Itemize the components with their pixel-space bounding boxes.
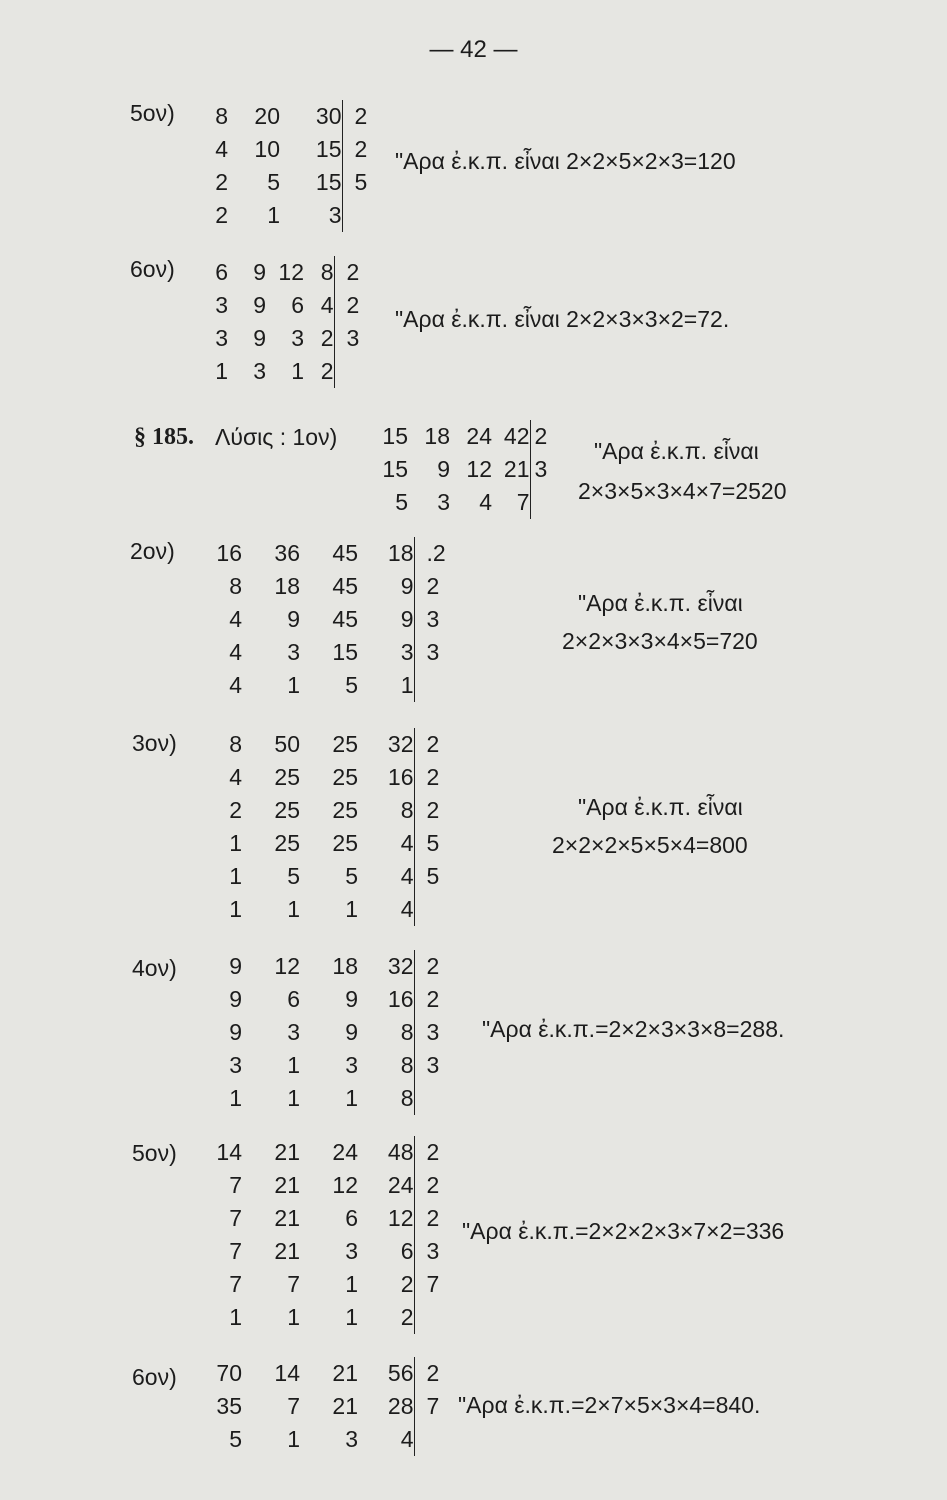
table-row [208, 1235, 456, 1268]
table-cell: 6 [215, 259, 228, 285]
divisor-cell: 7 [414, 1390, 444, 1423]
exercise-label: 4ον) [132, 955, 177, 981]
table-cell: 9 [229, 986, 242, 1012]
table-cell: 3 [437, 489, 450, 515]
table-cell: 5 [267, 169, 280, 195]
table-row [208, 1423, 444, 1456]
table-cell: 21 [332, 1393, 358, 1419]
solution-label: Λύσις : 1ον) [215, 424, 338, 450]
table-cell: 3 [253, 358, 266, 384]
table-cell: 4 [400, 896, 414, 922]
divisor-cell: 2 [334, 289, 374, 322]
divisor-cell: 5 [414, 827, 456, 860]
divisor-cell: 2 [530, 420, 560, 453]
table-row [208, 1169, 456, 1202]
table-cell: 12 [466, 456, 492, 482]
table-cell: 10 [254, 136, 280, 162]
table-cell: 1 [287, 672, 300, 698]
division-table [208, 950, 456, 1115]
table-cell: 28 [387, 1393, 414, 1419]
table-cell: 1 [345, 1304, 358, 1330]
table-cell: 2 [215, 202, 228, 228]
table-cell: 8 [215, 103, 228, 129]
exercise-label: 5ον) [130, 100, 175, 126]
table-cell: 12 [278, 259, 304, 285]
table-cell: 9 [345, 1019, 358, 1045]
table-cell: 8 [400, 797, 414, 823]
table-cell: 2 [215, 169, 228, 195]
table-cell: 8 [229, 573, 242, 599]
table-row [370, 486, 560, 519]
divisor-cell: 3 [414, 1235, 456, 1268]
lcm-result: "Αρα ἐ.κ.π. εἶναι 2×2×5×2×3=120 [395, 148, 736, 174]
table-cell: 1 [229, 830, 242, 856]
exercise-label: 6ον) [132, 1364, 177, 1390]
table-cell: 15 [315, 169, 342, 195]
table-cell: 1 [267, 202, 280, 228]
table-cell: 6 [291, 292, 304, 318]
divisor-cell [414, 893, 456, 926]
table-cell: 16 [387, 986, 414, 1012]
division-table [208, 728, 456, 926]
table-cell: 15 [332, 639, 358, 665]
table-row [198, 133, 382, 166]
table-cell: 45 [332, 606, 358, 632]
table-cell: 6 [345, 1205, 358, 1231]
table-cell: 16 [387, 764, 414, 790]
table-cell: 4 [229, 639, 242, 665]
table-cell: 3 [287, 1019, 300, 1045]
table-cell: 1 [345, 1085, 358, 1111]
divisor-cell: 5 [414, 860, 456, 893]
table-cell: 35 [216, 1393, 242, 1419]
table-cell: 2 [400, 1304, 414, 1330]
divisor-cell: 2 [414, 983, 456, 1016]
table-cell: 3 [215, 325, 228, 351]
lcm-result: "Αρα ἐ.κ.π. εἶναι 2×2×3×3×2=72. [395, 306, 730, 332]
table-row [208, 950, 456, 983]
table-cell: 25 [332, 797, 358, 823]
table-cell: 16 [216, 540, 242, 566]
table-cell: 7 [229, 1271, 242, 1297]
table-cell: 1 [229, 1304, 242, 1330]
divisor-cell: 2 [414, 570, 456, 603]
table-cell: 8 [400, 1085, 414, 1111]
table-cell: 2 [320, 358, 334, 384]
table-cell: 6 [287, 986, 300, 1012]
table-cell: 14 [216, 1139, 242, 1165]
division-table [208, 1136, 456, 1334]
table-cell: 3 [287, 639, 300, 665]
table-cell: 12 [332, 1172, 358, 1198]
table-cell: 3 [345, 1426, 358, 1452]
table-row [208, 728, 456, 761]
division-table [208, 537, 456, 702]
table-cell: 9 [229, 953, 242, 979]
table-cell: 2 [320, 325, 334, 351]
table-cell: 1 [287, 896, 300, 922]
table-cell: 6 [400, 1238, 414, 1264]
table-cell: 1 [345, 1271, 358, 1297]
table-cell: 3 [400, 639, 414, 665]
table-row [208, 1082, 456, 1115]
exercise-label: 5ον) [132, 1140, 177, 1166]
table-cell: 9 [345, 986, 358, 1012]
table-cell: 48 [387, 1139, 414, 1165]
table-row [370, 453, 560, 486]
table-cell: 5 [345, 863, 358, 889]
table-cell: 21 [332, 1360, 358, 1386]
table-cell: 18 [274, 573, 300, 599]
table-row [208, 794, 456, 827]
table-row [208, 1357, 444, 1390]
table-row [198, 199, 382, 232]
table-row [208, 1301, 456, 1334]
table-row [208, 570, 456, 603]
table-row [208, 761, 456, 794]
table-cell: 5 [287, 863, 300, 889]
table-cell: 7 [229, 1172, 242, 1198]
lcm-result: 2×2×2×5×5×4=800 [552, 832, 748, 858]
lcm-result-heading: "Αρα ἐ.κ.π. εἶναι [578, 794, 743, 820]
lcm-result: "Αρα ἐ.κ.π.=2×2×2×3×7×2=336 [462, 1218, 785, 1244]
table-cell: 1 [215, 358, 228, 384]
table-row [198, 355, 374, 388]
table-cell: 15 [382, 423, 408, 449]
table-cell: 18 [424, 423, 450, 449]
table-cell: 1 [287, 1085, 300, 1111]
table-cell: 2 [229, 797, 242, 823]
table-cell: 25 [274, 830, 300, 856]
divisor-cell: 2 [414, 1357, 444, 1390]
table-cell: 32 [387, 731, 414, 757]
table-cell: 15 [315, 136, 342, 162]
divisor-cell: 3 [414, 1049, 456, 1082]
divisor-cell: 3 [334, 322, 374, 355]
table-cell: 21 [503, 456, 530, 482]
divisor-cell: 7 [414, 1268, 456, 1301]
divisor-cell: 2 [414, 1169, 456, 1202]
table-cell: 4 [400, 863, 414, 889]
table-cell: 9 [437, 456, 450, 482]
divisor-cell: 2 [342, 100, 382, 133]
table-cell: 18 [332, 953, 358, 979]
table-cell: 3 [345, 1238, 358, 1264]
table-cell: 8 [400, 1019, 414, 1045]
table-cell: 1 [229, 896, 242, 922]
divisor-cell [334, 355, 374, 388]
table-cell: 4 [215, 136, 228, 162]
table-cell: 25 [332, 731, 358, 757]
divisor-cell [530, 486, 560, 519]
table-cell: 45 [332, 573, 358, 599]
divisor-cell: 3 [414, 603, 456, 636]
divisor-cell [414, 1082, 456, 1115]
table-cell: 1 [400, 672, 414, 698]
table-cell: 9 [229, 1019, 242, 1045]
division-table [198, 256, 374, 388]
table-cell: 4 [229, 764, 242, 790]
table-cell: 2 [400, 1271, 414, 1297]
table-cell: 56 [387, 1360, 414, 1386]
table-cell: 32 [387, 953, 414, 979]
table-cell: 14 [274, 1360, 300, 1386]
table-cell: 21 [274, 1238, 300, 1264]
table-row [208, 827, 456, 860]
table-cell: 5 [395, 489, 408, 515]
lcm-result: 2×2×3×3×4×5=720 [562, 628, 758, 654]
table-cell: 4 [229, 672, 242, 698]
lcm-result-heading: "Αρα ἐ.κ.π. εἶναι [594, 438, 759, 464]
divisor-cell [342, 199, 382, 232]
lcm-result: "Αρα ἐ.κ.π.=2×2×3×3×8=288. [482, 1016, 785, 1042]
table-cell: 5 [345, 672, 358, 698]
section-number: § 185. [134, 424, 194, 450]
exercise-label: 2ον) [130, 538, 175, 564]
table-cell: 4 [320, 292, 334, 318]
table-cell: 42 [503, 423, 530, 449]
table-row [208, 636, 456, 669]
table-cell: 18 [387, 540, 414, 566]
table-cell: 3 [328, 202, 342, 228]
exercise-label: 6ον) [130, 256, 175, 282]
table-cell: 7 [229, 1205, 242, 1231]
table-cell: 5 [229, 1426, 242, 1452]
divisor-cell: 2 [414, 794, 456, 827]
table-row [198, 100, 382, 133]
table-row [198, 289, 374, 322]
divisor-cell: 3 [414, 1016, 456, 1049]
table-cell: 21 [274, 1205, 300, 1231]
divisor-cell: 5 [342, 166, 382, 199]
divisor-cell: 3 [414, 636, 456, 669]
table-cell: 1 [229, 1085, 242, 1111]
table-cell: 1 [287, 1052, 300, 1078]
table-cell: 12 [387, 1205, 414, 1231]
divisor-cell: .2 [414, 537, 456, 570]
page-number: — 42 — [429, 36, 518, 63]
divisor-cell: 2 [414, 950, 456, 983]
table-cell: 24 [332, 1139, 358, 1165]
table-cell: 8 [229, 731, 242, 757]
table-cell: 21 [274, 1139, 300, 1165]
table-cell: 21 [274, 1172, 300, 1198]
table-row [208, 1390, 444, 1423]
exercise-label: 3ον) [132, 730, 177, 756]
table-cell: 3 [215, 292, 228, 318]
table-cell: 36 [274, 540, 300, 566]
divisor-cell: 2 [414, 728, 456, 761]
division-table [370, 420, 560, 519]
table-row [208, 537, 456, 570]
table-row [208, 893, 456, 926]
table-cell: 20 [254, 103, 280, 129]
table-cell: 7 [287, 1393, 300, 1419]
divisor-cell: 2 [334, 256, 374, 289]
table-row [208, 983, 456, 1016]
table-cell: 9 [253, 325, 266, 351]
table-cell: 1 [287, 1304, 300, 1330]
divisor-cell [414, 669, 456, 702]
table-cell: 30 [315, 103, 342, 129]
divisor-cell: 3 [530, 453, 560, 486]
table-row [370, 420, 560, 453]
table-cell: 25 [274, 797, 300, 823]
table-cell: 1 [287, 1426, 300, 1452]
table-row [208, 1268, 456, 1301]
lcm-result: 2×3×5×3×4×7=2520 [578, 478, 787, 504]
table-cell: 8 [400, 1052, 414, 1078]
table-cell: 3 [345, 1052, 358, 1078]
table-cell: 4 [400, 830, 414, 856]
table-row [208, 1049, 456, 1082]
table-row [208, 603, 456, 636]
table-row [208, 860, 456, 893]
table-cell: 25 [332, 830, 358, 856]
table-row [208, 669, 456, 702]
table-row [198, 256, 374, 289]
table-cell: 9 [400, 606, 414, 632]
table-cell: 4 [479, 489, 492, 515]
table-cell: 1 [229, 863, 242, 889]
divisor-cell: 2 [342, 133, 382, 166]
table-row [198, 166, 382, 199]
table-cell: 9 [253, 259, 266, 285]
table-cell: 25 [332, 764, 358, 790]
division-table [208, 1357, 444, 1456]
table-cell: 3 [229, 1052, 242, 1078]
table-cell: 4 [400, 1426, 414, 1452]
table-row [208, 1016, 456, 1049]
divisor-cell [414, 1301, 456, 1334]
table-cell: 70 [216, 1360, 242, 1386]
table-cell: 15 [382, 456, 408, 482]
table-cell: 1 [345, 896, 358, 922]
lcm-result: "Αρα ἐ.κ.π.=2×7×5×3×4=840. [458, 1392, 761, 1418]
table-cell: 50 [274, 731, 300, 757]
table-row [198, 322, 374, 355]
table-cell: 25 [274, 764, 300, 790]
table-cell: 9 [253, 292, 266, 318]
divisor-cell [414, 1423, 444, 1456]
table-cell: 4 [229, 606, 242, 632]
table-cell: 7 [287, 1271, 300, 1297]
table-cell: 9 [400, 573, 414, 599]
table-cell: 24 [466, 423, 492, 449]
lcm-result-heading: "Αρα ἐ.κ.π. εἶναι [578, 590, 743, 616]
table-cell: 7 [229, 1238, 242, 1264]
divisor-cell: 2 [414, 761, 456, 794]
table-cell: 24 [387, 1172, 414, 1198]
table-cell: 1 [291, 358, 304, 384]
divisor-cell: 2 [414, 1136, 456, 1169]
table-row [208, 1136, 456, 1169]
table-cell: 7 [516, 489, 530, 515]
division-table [198, 100, 382, 232]
table-cell: 45 [332, 540, 358, 566]
table-cell: 9 [287, 606, 300, 632]
table-row [208, 1202, 456, 1235]
divisor-cell: 2 [414, 1202, 456, 1235]
table-cell: 12 [274, 953, 300, 979]
table-cell: 3 [291, 325, 304, 351]
table-cell: 8 [320, 259, 334, 285]
